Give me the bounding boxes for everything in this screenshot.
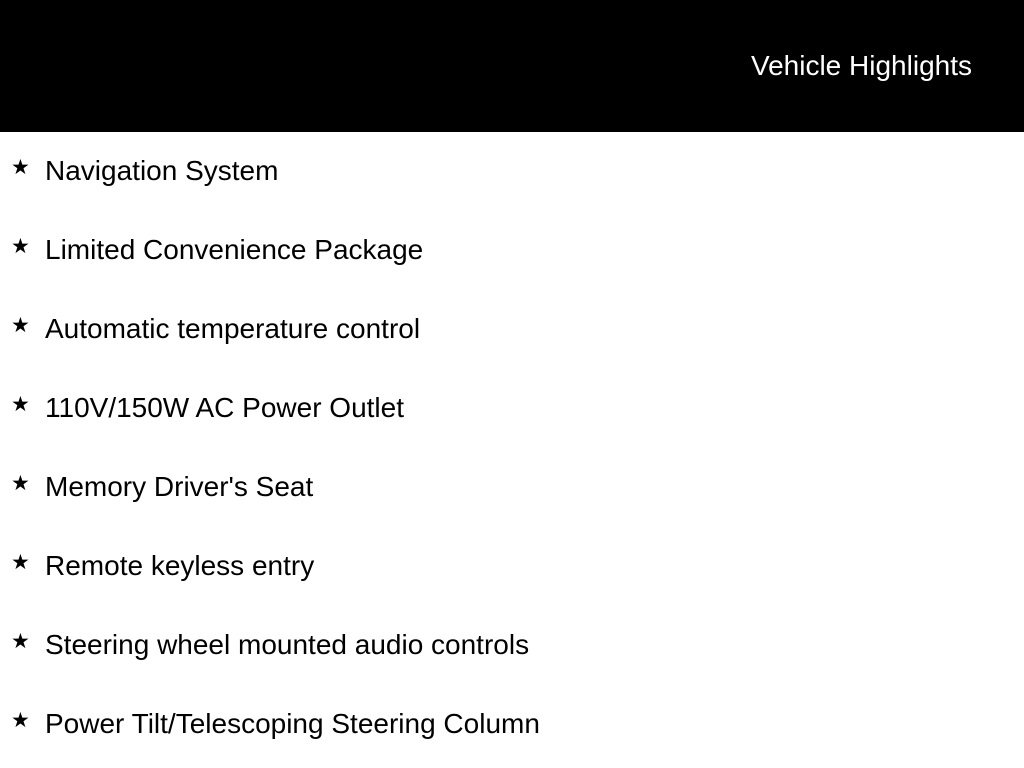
list-item xyxy=(0,290,1024,369)
highlight-label: Memory Driver's Seat xyxy=(45,471,314,502)
highlight-label: Steering wheel mounted audio controls xyxy=(45,629,530,660)
star-icon: ★ xyxy=(11,630,30,653)
star-icon: ★ xyxy=(11,472,30,495)
list-item xyxy=(0,606,1024,685)
highlight-label: Power Tilt/Telescoping Steering Column xyxy=(45,708,540,739)
star-icon: ★ xyxy=(11,156,30,179)
highlight-label: Limited Convenience Package xyxy=(45,234,424,265)
star-icon: ★ xyxy=(11,235,30,258)
list-item xyxy=(0,527,1024,606)
star-icon: ★ xyxy=(11,314,30,337)
list-item xyxy=(0,685,1024,764)
star-icon: ★ xyxy=(11,709,30,732)
header-bar xyxy=(0,0,1024,132)
highlight-label: Navigation System xyxy=(45,155,279,186)
list-item xyxy=(0,211,1024,290)
highlight-label: 110V/150W AC Power Outlet xyxy=(45,392,404,423)
list-item xyxy=(0,369,1024,448)
page-title: Vehicle Highlights xyxy=(750,50,972,81)
list-item xyxy=(0,448,1024,527)
star-icon: ★ xyxy=(11,393,30,416)
star-icon: ★ xyxy=(11,551,30,574)
highlight-label: Automatic temperature control xyxy=(45,313,421,344)
list-item xyxy=(0,132,1024,211)
highlight-label: Remote keyless entry xyxy=(45,550,315,581)
highlights-list xyxy=(0,132,1024,764)
